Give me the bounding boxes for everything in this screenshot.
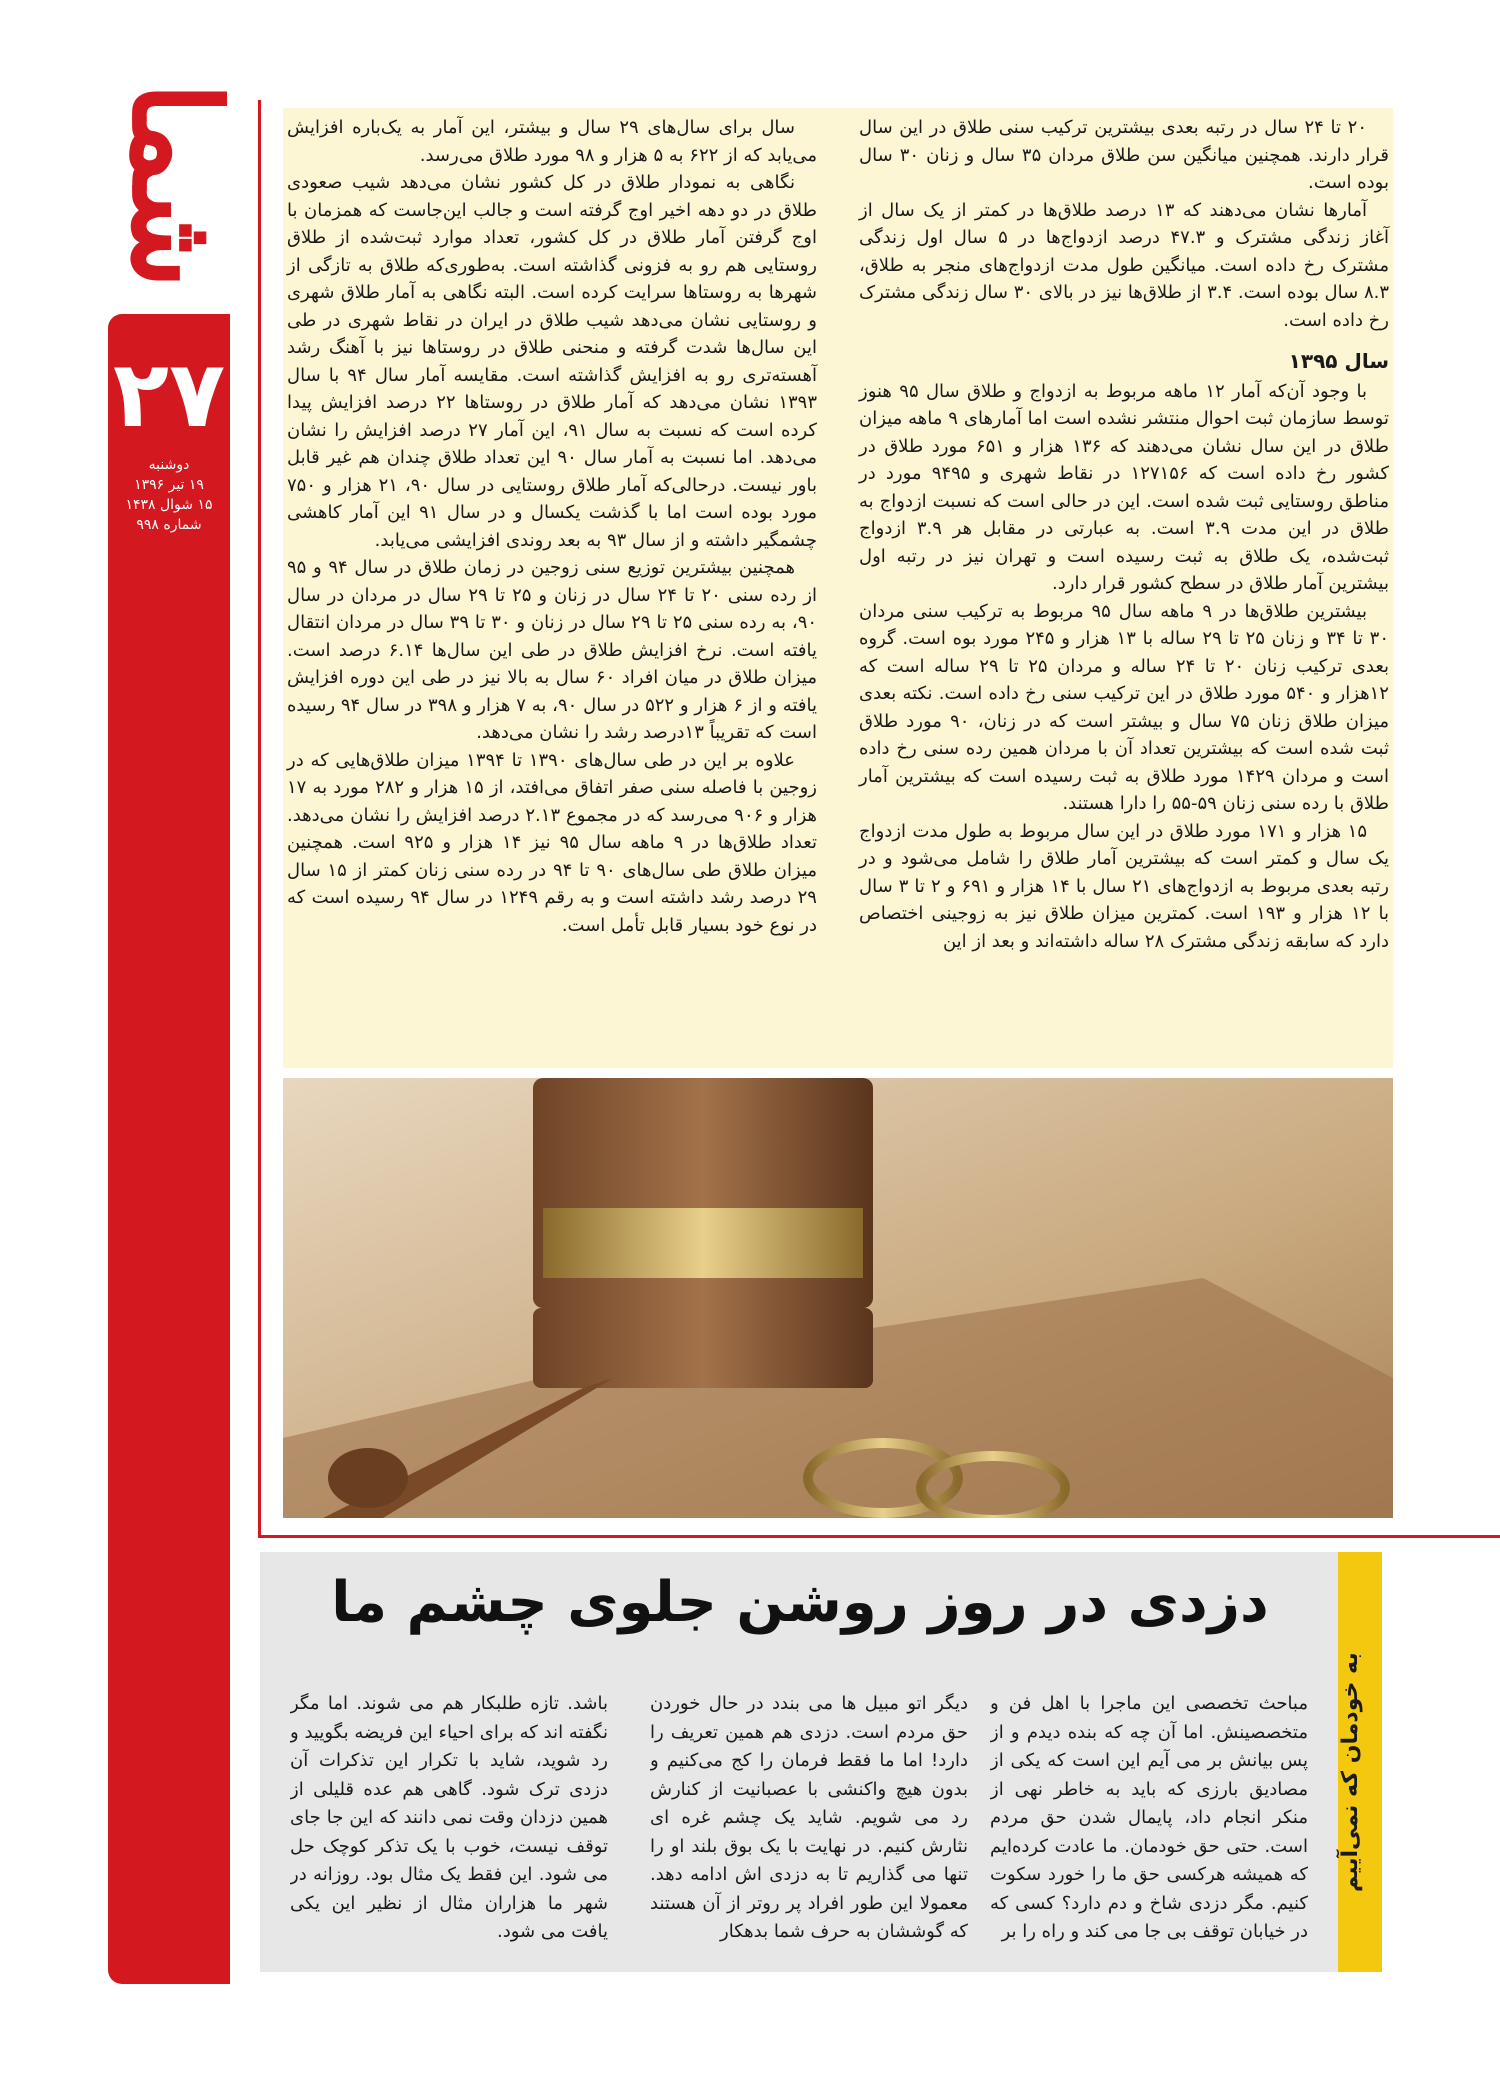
side-spine — [108, 314, 230, 1984]
weekday: دوشنبه — [148, 457, 190, 473]
opinion-column-1: مباحث تخصصی این ماجرا با اهل فن و متخصصینش. اما آن چه که بنده دیدم و از پس بیانش بر می آیم این است که یکی از مصادیق بارزی که باید به خاطر نهی از منکر انجام داد، پایمال شدن حق مردم است. حتی حق خودمان. ما عادت کرده‌ایم که همیشه هرکسی حق ما را خورد سکوت کنیم. مگر دزدی شاخ و دم دارد؟ کسی که در خیابان توقف بی جا می کند و راه را بر — [990, 1693, 1308, 1942]
paragraph: ۲۰ تا ۲۴ سال در رتبه بعدی بیشترین ترکیب سنی طلاق در این سال قرار دارند. همچنین میانگین سن طلاق مردان ۳۵ سال و زنان ۳۰ سال بوده است. — [859, 117, 1389, 193]
paragraph: همچنین بیشترین توزیع سنی زوجین در زمان طلاق در سال ۹۴ و ۹۵ از رده سنی ۲۰ تا ۲۴ سال در زنان و ۲۵ تا ۲۹ سال در مردان در سال ۹۰، به رده سنی ۲۵ تا ۲۹ سال در زنان و ۳۰ تا ۳۹ سال در مردان انتقال یافته است. نرخ افزایش طلاق در طی این سال‌ها ۶.۱۴ درصد است. میزان طلاق در میان افراد ۶۰ سال به بالا نیز در طی این دوره افزایش یافته و از ۶ هزار و ۵۲۲ در سال ۹۰، به ۷ هزار و ۳۹۸ در سال ۹۴ رسیده است که تقریباً ۱۳درصد رشد را نشان می‌دهد. — [287, 557, 818, 743]
opinion-column-2: دیگر اتو مبیل ها می بندد در حال خوردن حق مردم است. دزدی هم همین تعریف را دارد! اما ما فقط فرمان را کج می‌کنیم و بدون هیچ واکنشی با عصبانیت از کنارش رد می شویم. شاید یک چشم غره ای نثارش کنیم. در نهایت با یک بوق بلند او را تنها می گذاریم تا به دزدی اش ادامه دهد. معمولا این طور افراد پر روتر از آن هستند که گوششان به حرف شما بدهکار — [650, 1693, 968, 1942]
issue-number: شماره ۹۹۸ — [136, 517, 202, 533]
opinion-column-3: باشد. تازه طلبکار هم می شوند. اما مگر نگفته اند که برای احیاء این فریضه بگویید و رد شوید، شاید با تکرار این تذکرات آن دزدی ترک شود. گاهی هم عده قلیلی از همین دزدان وقت نمی دانند که این جا جای توقف نیست، خوب با یک تذکر کوچک حل می شود. این فقط یک مثال بود. روزانه در شهر ما هزاران مثال از نظیر این یکی یافت می شود. — [290, 1693, 608, 1942]
column-tag — [1338, 1552, 1382, 1972]
magazine-logo: شما — [105, 81, 246, 289]
solar-date: ۱۹ تیر ۱۳۹۶ — [134, 477, 204, 493]
paragraph: آمارها نشان می‌دهند که ۱۳ درصد طلاق‌ها در کمتر از یک سال از آغاز زندگی مشترک و ۴۷.۳ درصد ازدواج‌ها در ۵ سال اول زندگی مشترک رخ داده است. میانگین طول مدت ازدواج‌های منجر به طلاق، ۸.۳ سال بوده است. ۳.۴ از طلاق‌ها نیز در بالای ۳۰ سال زندگی مشترک رخ داده است. — [859, 199, 1389, 331]
issue-date-block — [112, 455, 226, 535]
paragraph: نگاهی به نمودار طلاق در کل کشور نشان می‌دهد شیب صعودی طلاق در دو دهه اخیر اوج گرفته است و جالب این‌جاست که همزمان با اوج گرفتن آمار طلاق در کل کشور، تعداد موارد ثبت‌شده از طلاق روستایی هم رو به فزونی گذاشته است. به‌طوری‌که طلاق به تازگی از شهرها به روستاها سرایت کرده است. البته نگاهی به آمار طلاق شهری و روستایی نشان می‌دهد شیب طلاق در ایران در نقاط شهری در طی این سال‌ها شدت گرفته و منحنی طلاق در روستاها نیز با آهنگ رشد آهسته‌تری رو به افزایش گذاشته است. مقایسه آمار سال ۹۴ با سال ۱۳۹۳ نشان می‌دهد که آمار طلاق در روستاها ۲۲ درصد افزایش پیدا کرده است که نسبت به سال ۹۱، این آمار ۲۷ درصد افزایش را نشان می‌دهد. اما نسبت به آمار سال ۹۰ این تعداد طلاق چندان هم غیر قابل باور نیست. درحالی‌که آمار طلاق روستایی در سال ۹۰، ۲۱ هزار و ۷۵۰ مورد بوده است اما با گذشت یکسال و در سال ۹۱ این آمار کاهشی چشمگیر داشته و از سال ۹۳ به بعد روندی افزایشی می‌یابد. — [287, 172, 818, 551]
article-column-right — [855, 108, 1393, 1068]
article-column-left — [283, 108, 821, 1068]
paragraph: سال برای سال‌های ۲۹ سال و بیشتر، این آمار به یک‌باره افزایش می‌یابد که از ۶۲۲ به ۵ هزار و ۹۸ مورد طلاق می‌رسد. — [287, 117, 817, 166]
opinion-headline: دزدی در روز روشن جلوی چشم ما — [331, 1570, 1269, 1635]
paragraph: با وجود آن‌که آمار ۱۲ ماهه مربوط به ازدواج و طلاق سال ۹۵ هنوز توسط سازمان ثبت احوال منتشر نشده است اما آمارهای ۹ ماهه میزان طلاق در این سال نشان می‌دهند که ۱۳۶ هزار و ۶۵۱ مورد طلاق در کشور رخ داده است که ۱۲۷۱۵۶ در نقاط شهری و ۹۴۹۵ مورد در مناطق روستایی ثبت شده است. این در حالی است که نسبت ازدواج به طلاق در این مدت ۳.۹ است. به عبارتی در مقابل هر ۳.۹ ازدواج ثبت‌شده، یک طلاق به ثبت رسیده است و تهران نیز در رتبه اول بیشترین آمار طلاق در سطح کشور قرار دارد. — [859, 380, 1390, 594]
paragraph: علاوه بر این در طی سال‌های ۱۳۹۰ تا ۱۳۹۴ میزان طلاق‌هایی که در زوجین با فاصله سنی صفر اتفاق می‌افتد، از ۱۵ هزار و ۲۸۲ مورد به ۱۷ هزار و ۹۰۶ می‌رسد که در مجموع ۲.۱۳ درصد افزایش را نشان می‌دهد. تعداد طلاق‌ها در ۹ ماهه سال ۹۵ نیز ۱۴ هزار و ۹۲۵ است. همچنین میزان طلاق طی سال‌های ۹۰ تا ۹۴ در رده سنی زنان کمتر از ۱۵ سال ۲۹ درصد رشد داشته است و به رقم ۱۲۴۹ در سال ۹۴ رسیده است که در نوع خود بسیار قابل تأمل است. — [287, 749, 818, 936]
gavel-illustration — [283, 1078, 1393, 1518]
gavel-photo — [283, 1078, 1393, 1518]
paragraph: بیشترین طلاق‌ها در ۹ ماهه سال ۹۵ مربوط به ترکیب سنی مردان ۳۰ تا ۳۴ و زنان ۲۵ تا ۲۹ ساله با ۱۳ هزار و ۲۴۵ مورد بوه است. گروه بعدی ترکیب زنان ۲۰ تا ۲۴ ساله و مردان ۲۵ تا ۲۹ ساله است که ۱۲هزار و ۵۴۰ مورد طلاق در این ترکیب سنی رخ داده است. نکته بعدی میزان طلاق زنان ۷۵ سال و بیشتر است که در زنان، ۹۰ مورد طلاق ثبت شده است که بیشترین تعداد آن با مردان همین رده سنی رخ داده است و مردان ۱۴۲۹ مورد طلاق به ثبت رسیده است که بیشترین آمار طلاق با رده سنی زنان ۵۹-۵۵ را دارا هستند. — [859, 600, 1390, 814]
section-heading: سال ۱۳۹۵ — [1288, 349, 1389, 373]
paragraph: ۱۵ هزار و ۱۷۱ مورد طلاق در این سال مربوط به طول مدت ازدواج یک سال و کمتر است که بیشترین آمار طلاق را شامل می‌شود و در رتبه بعدی مربوط به ازدواج‌های ۲۱ سال با ۱۴ هزار و ۶۹۱ و ۲ تا ۳ سال با ۱۲ هزار و ۱۹۳ است. کمترین میزان طلاق نیز به زوجینی اختصاص دارد که سابقه زندگی مشترک ۲۸ ساله داشته‌اند و بعد از این — [859, 820, 1390, 952]
article-columns — [283, 108, 1393, 1068]
column-tag-label: به خودمان که نمی‌آییم — [1338, 1652, 1363, 1892]
page-number: ۲۷ — [112, 341, 226, 448]
lunar-date: ۱۵ شوال ۱۴۳۸ — [125, 497, 213, 513]
